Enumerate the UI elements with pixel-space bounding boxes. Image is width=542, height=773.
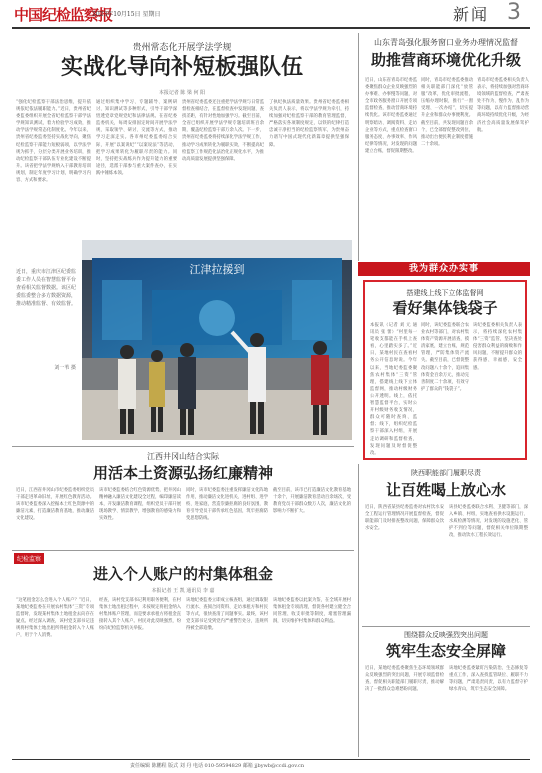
story5-col1: 近日，陕西省某县纪委监委对农村饮水安全工程运行管理情况开展监督检查，督促职能部门及时排查整改问题，保障群众饮水安全。 [365,505,444,532]
story5-headline: 让百姓喝上放心水 [385,481,506,499]
story3-col3: 同时，该市纪委监委注重发挥廉洁文化阵地作用，推动廉洁文化进机关、进村组、进学校、进家庭，营造崇廉拒腐的良好氛围，教育引导党员干部传承红色基因，筑牢拒腐防变思想防线。 [186,488,268,522]
section-rule [12,550,354,551]
photo-caption: 近日，重庆市江津区纪委监委工作人员在智慧监督平台查看相关监督数据。该区纪委监委整合多方数据资源，推动精准监督、有效监督。 [16,269,76,307]
story3-col2: 该市纪委监委结合红色资源优势，把井冈山精神融入廉洁文化建设全过程，编印廉洁读本，开发廉洁教育课程，组织党员干部开展现场教学、情景教学，增强教育的感染力和实效性。 [99,488,181,522]
boxed-headline: 看好集体钱袋子 [392,299,498,317]
story2-kicker: 山东青岛强化服务窗口业务办理情况监督 [374,38,518,47]
section-tag: 纪检监察 [14,553,44,564]
story1-kicker: 贵州常态化开展学法学规 [132,43,232,53]
story4-col4: 该地纪委监委以此案为鉴，在全域开展村集体租金专项清理，督促各村建立健全合同管理、收支审批等制度，堵塞管理漏洞，切实维护村集体和群众利益。 [273,598,351,625]
boxed-col1: 本报讯（记者 刘 元 通讯员 张 蕾）“村里每一笔收支都能在手机上查看，心里踏实多了。”近日，某地村民在查看村务公开信息时说。今年以来，当地纪委监委聚焦农村集体“三资”管理，搭建线上线下立体监督网，推动村级财务公开透明。线上，依托智慧监督平台，实时公开村级财务收支情况，群众可随时查询、监督；线下，组织纪检监察干部深入村组，开展走访调研和监督检查，发现问题及时督促整改。 [370,323,417,456]
screen-title: 江津拉援到 [189,263,245,276]
photo-illustration [82,240,352,440]
story1-col4: 了执纪执法质量效果。贵州省纪委监委相关负责人表示，将以学法学规为牵引，持续加强对纪检监察干部的教育管理监督，严格落实各项制度规定，以铁的纪律打造忠诚干净担当的纪检监察铁军，为贵州奋力谱写中国式现代化新篇章提供坚强保障。 [269,100,349,148]
story6-kicker: 围绕群众反映强烈突出问题 [404,631,488,639]
story3-kicker: 江西井冈山结合实际 [147,452,219,461]
story4-headline: 进入个人账户的村集体租金 [92,565,273,583]
story1-col2: 通过组织集中学习、专题辅导、案例研讨、知识测试等多种形式，引导干部学深悟透党章党规党纪和法律法规。在省纪委监委机关，每周安排固定时间开展学法学规，采取领学、研讨、交流等方式，推动学习走深走实。各市州纪委监委结合实际，开展“以案说纪”“以案说法”等活动，把学习成果转化为履职尽责的能力。同时，坚持把实战练兵作为提升能力的重要途径，选派干部参与重大案件查办，在实践中锤炼本领。 [96,100,177,176]
story3-headline: 用活本土资源弘扬红廉精神 [92,464,273,482]
page-number: 3 [507,0,521,25]
story6-headline: 筑牢生态安全屏障 [385,642,506,660]
boxed-col3: 该纪委监委相关负责人表示，将持续深化农村集体“三资”监管，坚决查处侵害群众利益的腐败和作风问题，不断提升群众的获得感、幸福感、安全感。 [473,323,522,371]
column-divider [358,33,359,261]
story5-col2: 该县纪委监委联合水利、卫健等部门，深入乡镇、村组，实地查看供水设施运行、水质检测等情况，对发现的设施老化、管护不到位等问题，督促相关单位限期整改，推动饮水工程长效运行。 [449,505,528,539]
photo-credit: 刘一苇 摄 [54,365,76,371]
story4-col2: 经查，该村党支部书记利用职务便利，在村集体土地出租过程中，未按规定将租金纳入村集体账户管理，而是要求承租方将租金直接转入其个人账户。村民对此反映强烈，纷纷向纪检监察机关举报。 [99,598,181,632]
newspaper-logo: 中国纪检监察报 [14,6,113,24]
story2-headline: 助推营商环境优化升级 [370,51,521,69]
story3-col4: 截至目前，该市已打造廉洁文化教育基地十余个，开展廉洁教育活动百余场次，受教育党员干部群众数万人次，廉洁文化的影响力不断扩大。 [273,488,351,515]
boxed-kicker: 搭建线上线下立体监督网 [406,289,484,297]
story1-byline: 本报记者 陈 梁 何 阳 [158,90,206,96]
masthead-rule [12,27,530,29]
story3-col1: 近日，江西省井冈山市纪委监委组织党员干部走进革命旧址，开展红色教育活动。该市纪委监委深入挖掘本土红色资源中的廉洁元素，打造廉洁教育基地，推动廉洁文化建设。 [16,488,94,522]
column-divider [358,464,359,757]
story1-col3: 贵州省纪委监委还注重把学法学规与日常监督检查相结合，在监督检查中发现问题、查找差距，有针对性地加强学习。截至目前，全省已组织开展学法学规专题培训班百余期，覆盖纪检监察干部万余人次。下一步，贵州省纪委监委将持续深化学法学规工作，推动学习成果转化为履职实效，不断提高纪检监察工作规范化法治化正规化水平，为推动高质量发展提供坚强保障。 [182,100,264,162]
section-rule [12,446,354,447]
story6-col1: 近日，某地纪委监委聚焦生态环境领域群众反映强烈的突出问题，开展专项监督检查，督促相关职能部门履职尽责，推动解决了一批群众急难愁盼问题。 [365,666,444,693]
story2-col1: 近日，山东省青岛市纪委监委聚焦群众企业反映强烈的办事难、办事慢等问题，对全市政务服务窗口开展专项监督检查，推动营商环境持续优化。该市纪委监委通过明察暗访、调阅资料、走访企业等方式，重点检查窗口服务态度、办事效率、作风纪律等情况，对发现的问题建立台账，督促限期整改。 [365,78,417,154]
story2-col2: 同时，青岛市纪委监委推动相关职能部门深化“放管服”改革，优化审批流程，压缩办理时限，推行“一窗受理、一次办结”，切实提升企业和群众办事便利度。截至目前，共发现问题百余个，已全部督促整改到位，推动出台便民利企制度措施二十余项。 [421,78,473,147]
issue-date: 2023年10月15日 星期日 [92,11,161,18]
story4-col1: “这笔租金怎么会进入个人账户？”近日，某地纪委监委在开展农村集体“三资”专项监督时，发现某村集体土地租金去向存在疑点。经过深入调查，该村党支部书记违规将村集体土地出租所得租金转入个人账户，用于个人消费。 [16,598,94,639]
footer-rule [12,759,530,760]
section-banner: 我为群众办实事 [358,262,530,276]
footer-info: 责任编辑 陈鹏程 版式 刘 丹 电话 010-59594829 邮箱 jjbywb@ccdi.gov.cn [130,763,305,769]
story1-headline: 实战化导向补短板强队伍 [60,54,303,80]
section-rule [362,626,530,627]
story1-col1: “强化纪检监察干部法治思维，提升依规依纪依法履职能力。”近日，贵州省纪委监委组织开展全省纪检监察干部学法学规知识测试，着力检验学习成效，推动学法学规常态化制度化。今年以来，贵州省纪委监委坚持实战化导向，聚焦纪检监察干部能力短板弱项，以学法学规为抓手，分层分类开展业务培训，推动纪检监察干部队伍专业化建设不断提升。该省把学法学规纳入干部教育培训规划，制定年度学习计划，明确学习内容、方式和要求。 [16,100,91,184]
story4-col3: 该地纪委监委立即成立核查组，通过调取银行流水、查阅合同资料、走访承租方和村民等方式，很快查清了问题事实。最终，该村党支部书记受到党内严重警告处分，违规所得被全部追缴。 [186,598,268,632]
news-photo [82,240,352,440]
story5-kicker: 陕西职能部门履职尽责 [411,469,481,477]
story6-col2: 该地纪委监委紧盯污染防治、生态修复等重点工作，深入查找监管缺位、履职不力等问题，严肃追责问责，以有力监督守护绿水青山，筑牢生态安全屏障。 [449,666,528,693]
boxed-col2: 同时，该纪委监委联合农业农村等部门，对农村集体资产资源开展清查，摸清家底，建立台账，规范管理，严防集体资产流失。截至目前，已督促整改问题八十余个，追回集体资金百余万元，推动完善制度二十余项，有效守护了群众的“钱袋子”。 [421,323,469,392]
story2-col3: 青岛市纪委监委相关负责人表示，将持续加强对营商环境领域的监督检查，严肃查处不作为、慢作为、乱作为等问题，以有力监督推动营商环境持续优化升级，为经济社会高质量发展保驾护航。 [477,78,529,133]
section-name: 新闻 [453,5,490,24]
story4-byline: 本报记者 王 凯 通讯员 李 嘉 [151,588,215,594]
